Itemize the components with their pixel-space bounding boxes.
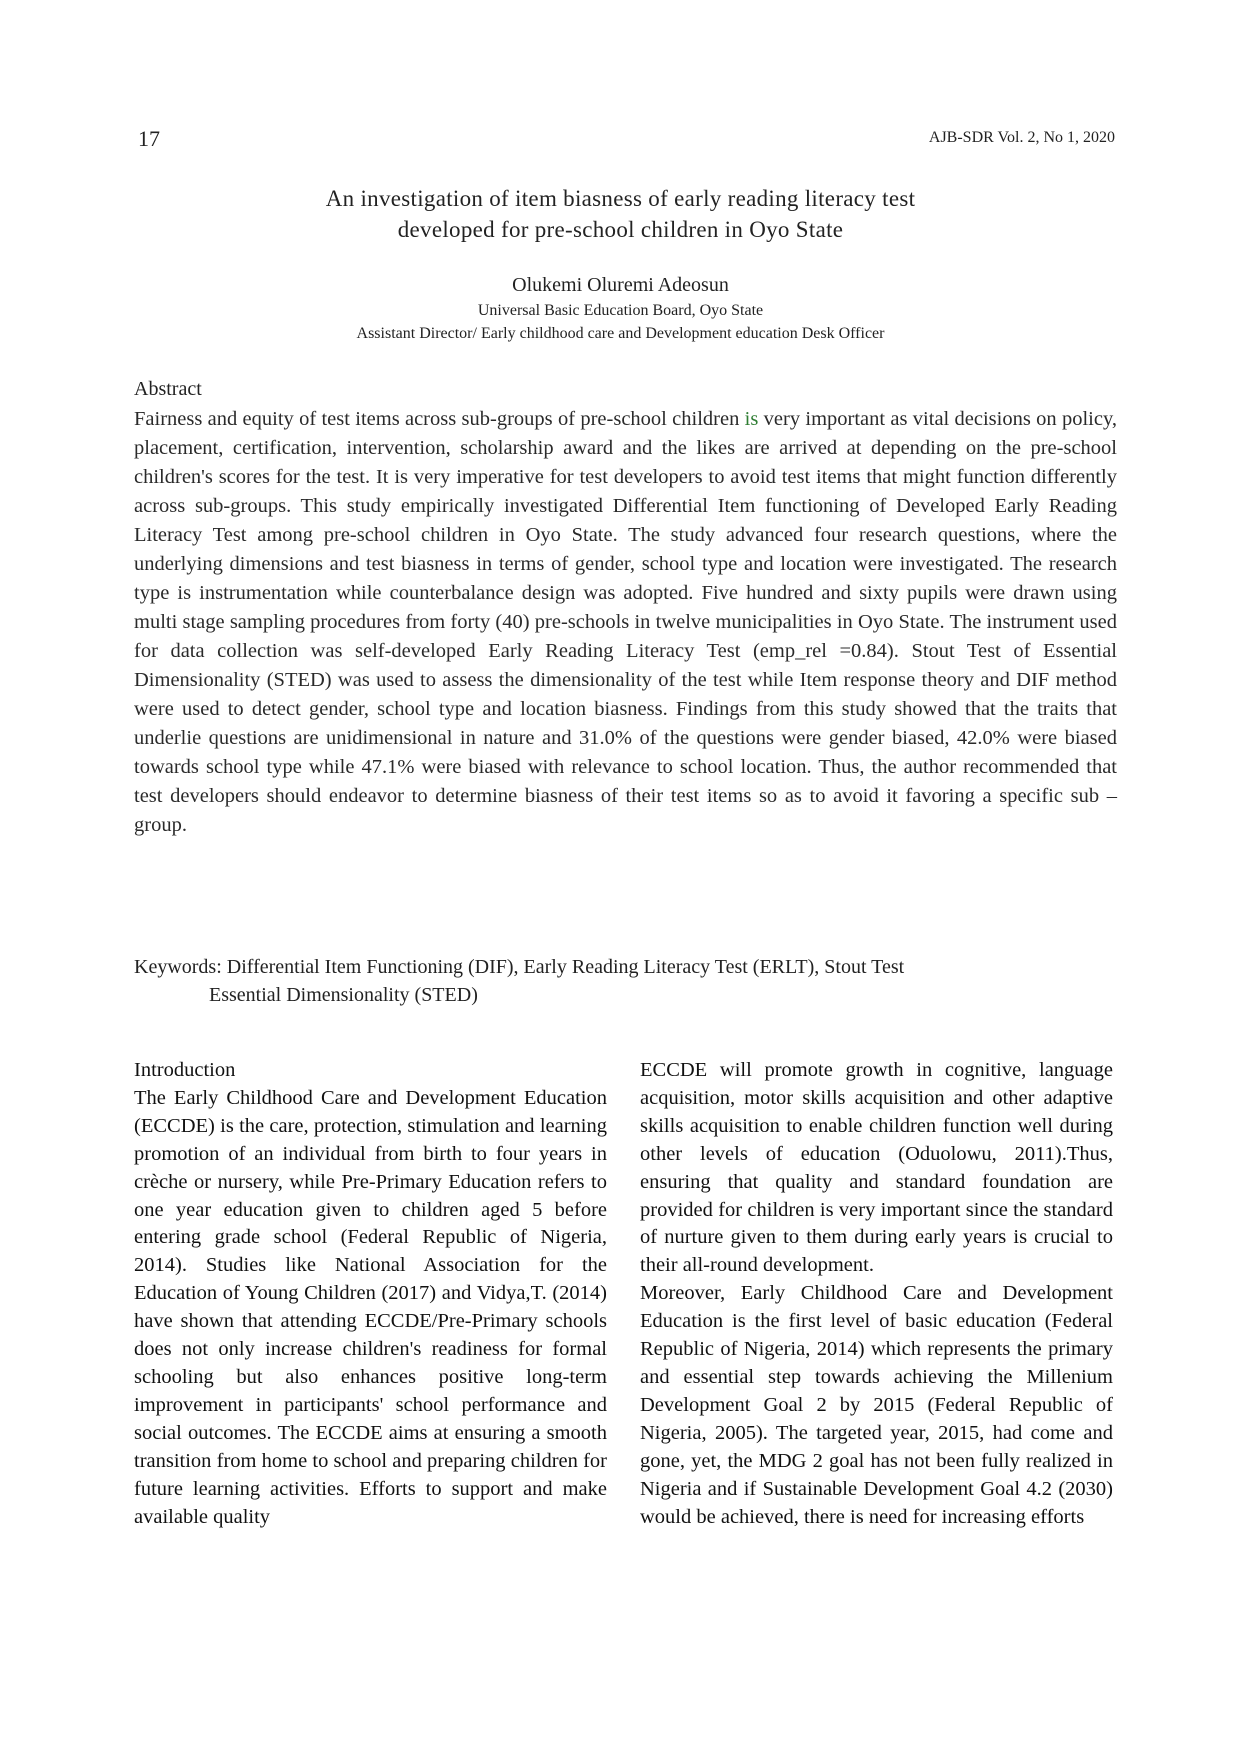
introduction-paragraph-3: Moreover, Early Childhood Care and Development Education is the first level of basic education (Federal Republic of Nigeria, 2014) which represents the primary and essential step towards achieving the Millenium Development Goal 2 by 2015 (Federal Republic of Nigeria, 2005). The targeted year, 2015, had come and gone, yet, the MDG 2 goal has not been fully realized in Nigeria and if Sustainable Development Goal 4.2 (2030) would be achieved, there is need for increasing efforts: [640, 1282, 1113, 1528]
author-affiliation: Universal Basic Education Board, Oyo State: [477, 302, 764, 319]
page-number: 17: [138, 126, 160, 151]
title-line-1: An investigation of item biasness of early reading literacy test: [325, 186, 916, 211]
title-line-2: developed for pre-school children in Oyo State: [397, 217, 844, 242]
abstract-highlighted-word: is: [744, 408, 759, 430]
author-name: Olukemi Oluremi Adeosun: [512, 274, 729, 296]
abstract-body: [134, 405, 1117, 840]
introduction-right-column: [640, 1057, 1113, 1531]
journal-reference: AJB-SDR Vol. 2, No 1, 2020: [928, 129, 1115, 146]
keywords-line-1: Keywords: Differential Item Functioning (DIF), Early Reading Literacy Test (ERLT), Stout Test: [134, 956, 905, 978]
introduction-heading: Introduction: [134, 1059, 236, 1081]
keywords: [134, 953, 1117, 1009]
paper-title: [0, 183, 1241, 245]
abstract-text-start: Fairness and equity of test items across sub-groups of pre-school children: [134, 408, 745, 430]
introduction-paragraph-1: The Early Childhood Care and Development Education (ECCDE) is the care, protection, stimulation and learning promotion of an individual from birth to four years in crèche or nursery, while Pre-Primary Education refers to one year education given to children aged 5 before entering grade school (Federal Republic of Nigeria, 2014). Studies like National Association for the Education of Young Children (2017) and Vidya,T. (2014) have shown that attending ECCDE/Pre-Primary schools does not only increase children's readiness for formal schooling but also enhances positive long-term improvement in participants' school performance and social outcomes. The ECCDE aims at ensuring a smooth transition from home to school and preparing children for future learning activities. Efforts to support and make available quality: [134, 1086, 607, 1528]
abstract-text-end: very important as vital decisions on policy, placement, certification, intervention, scholarship award and the likes are arrived at depending on the pre-school children's scores for the test. It is very imperative for test developers to avoid test items that might function differently across sub-groups. This study empirically investigated Differential Item functioning of Developed Early Reading Literacy Test among pre-school children in Oyo State. The study advanced four research questions, where the underlying dimensions and test biasness in terms of gender, school type and location were investigated. The research type is instrumentation while counterbalance design was adopted. Five hundred and sixty pupils were drawn using multi stage sampling procedures from forty (40) pre-schools in twelve municipalities in Oyo State. The instrument used for data collection was self-developed Early Reading Literacy Test (emp_rel =0.84). Stout Test of Essential Dimensionality (STED) was used to assess the dimensionality of the test while Item response theory and DIF method were used to detect gender, school type and location biasness. Findings from this study showed that the traits that underlie questions are unidimensional in nature and 31.0% of the questions were gender biased, 42.0% were biased towards school type while 47.1% were biased with relevance to school location. Thus, the author recommended that test developers should endeavor to determine biasness of their test items so as to avoid it favoring a specific sub – group.: [134, 408, 1117, 836]
abstract-heading: Abstract: [134, 378, 202, 400]
keywords-line-2: Essential Dimensionality (STED): [209, 984, 478, 1006]
introduction-paragraph-2: ECCDE will promote growth in cognitive, language acquisition, motor skills acquisition and other adaptive skills acquisition to enable children function well during other levels of education (Oduolowu, 2011).Thus, ensuring that quality and standard foundation are provided for children is very important since the standard of nurture given to them during early years is crucial to their all-round development.: [640, 1059, 1113, 1277]
introduction-left-column: [134, 1057, 607, 1531]
author-position: Assistant Director/ Early childhood care and Development education Desk Officer: [356, 325, 885, 342]
